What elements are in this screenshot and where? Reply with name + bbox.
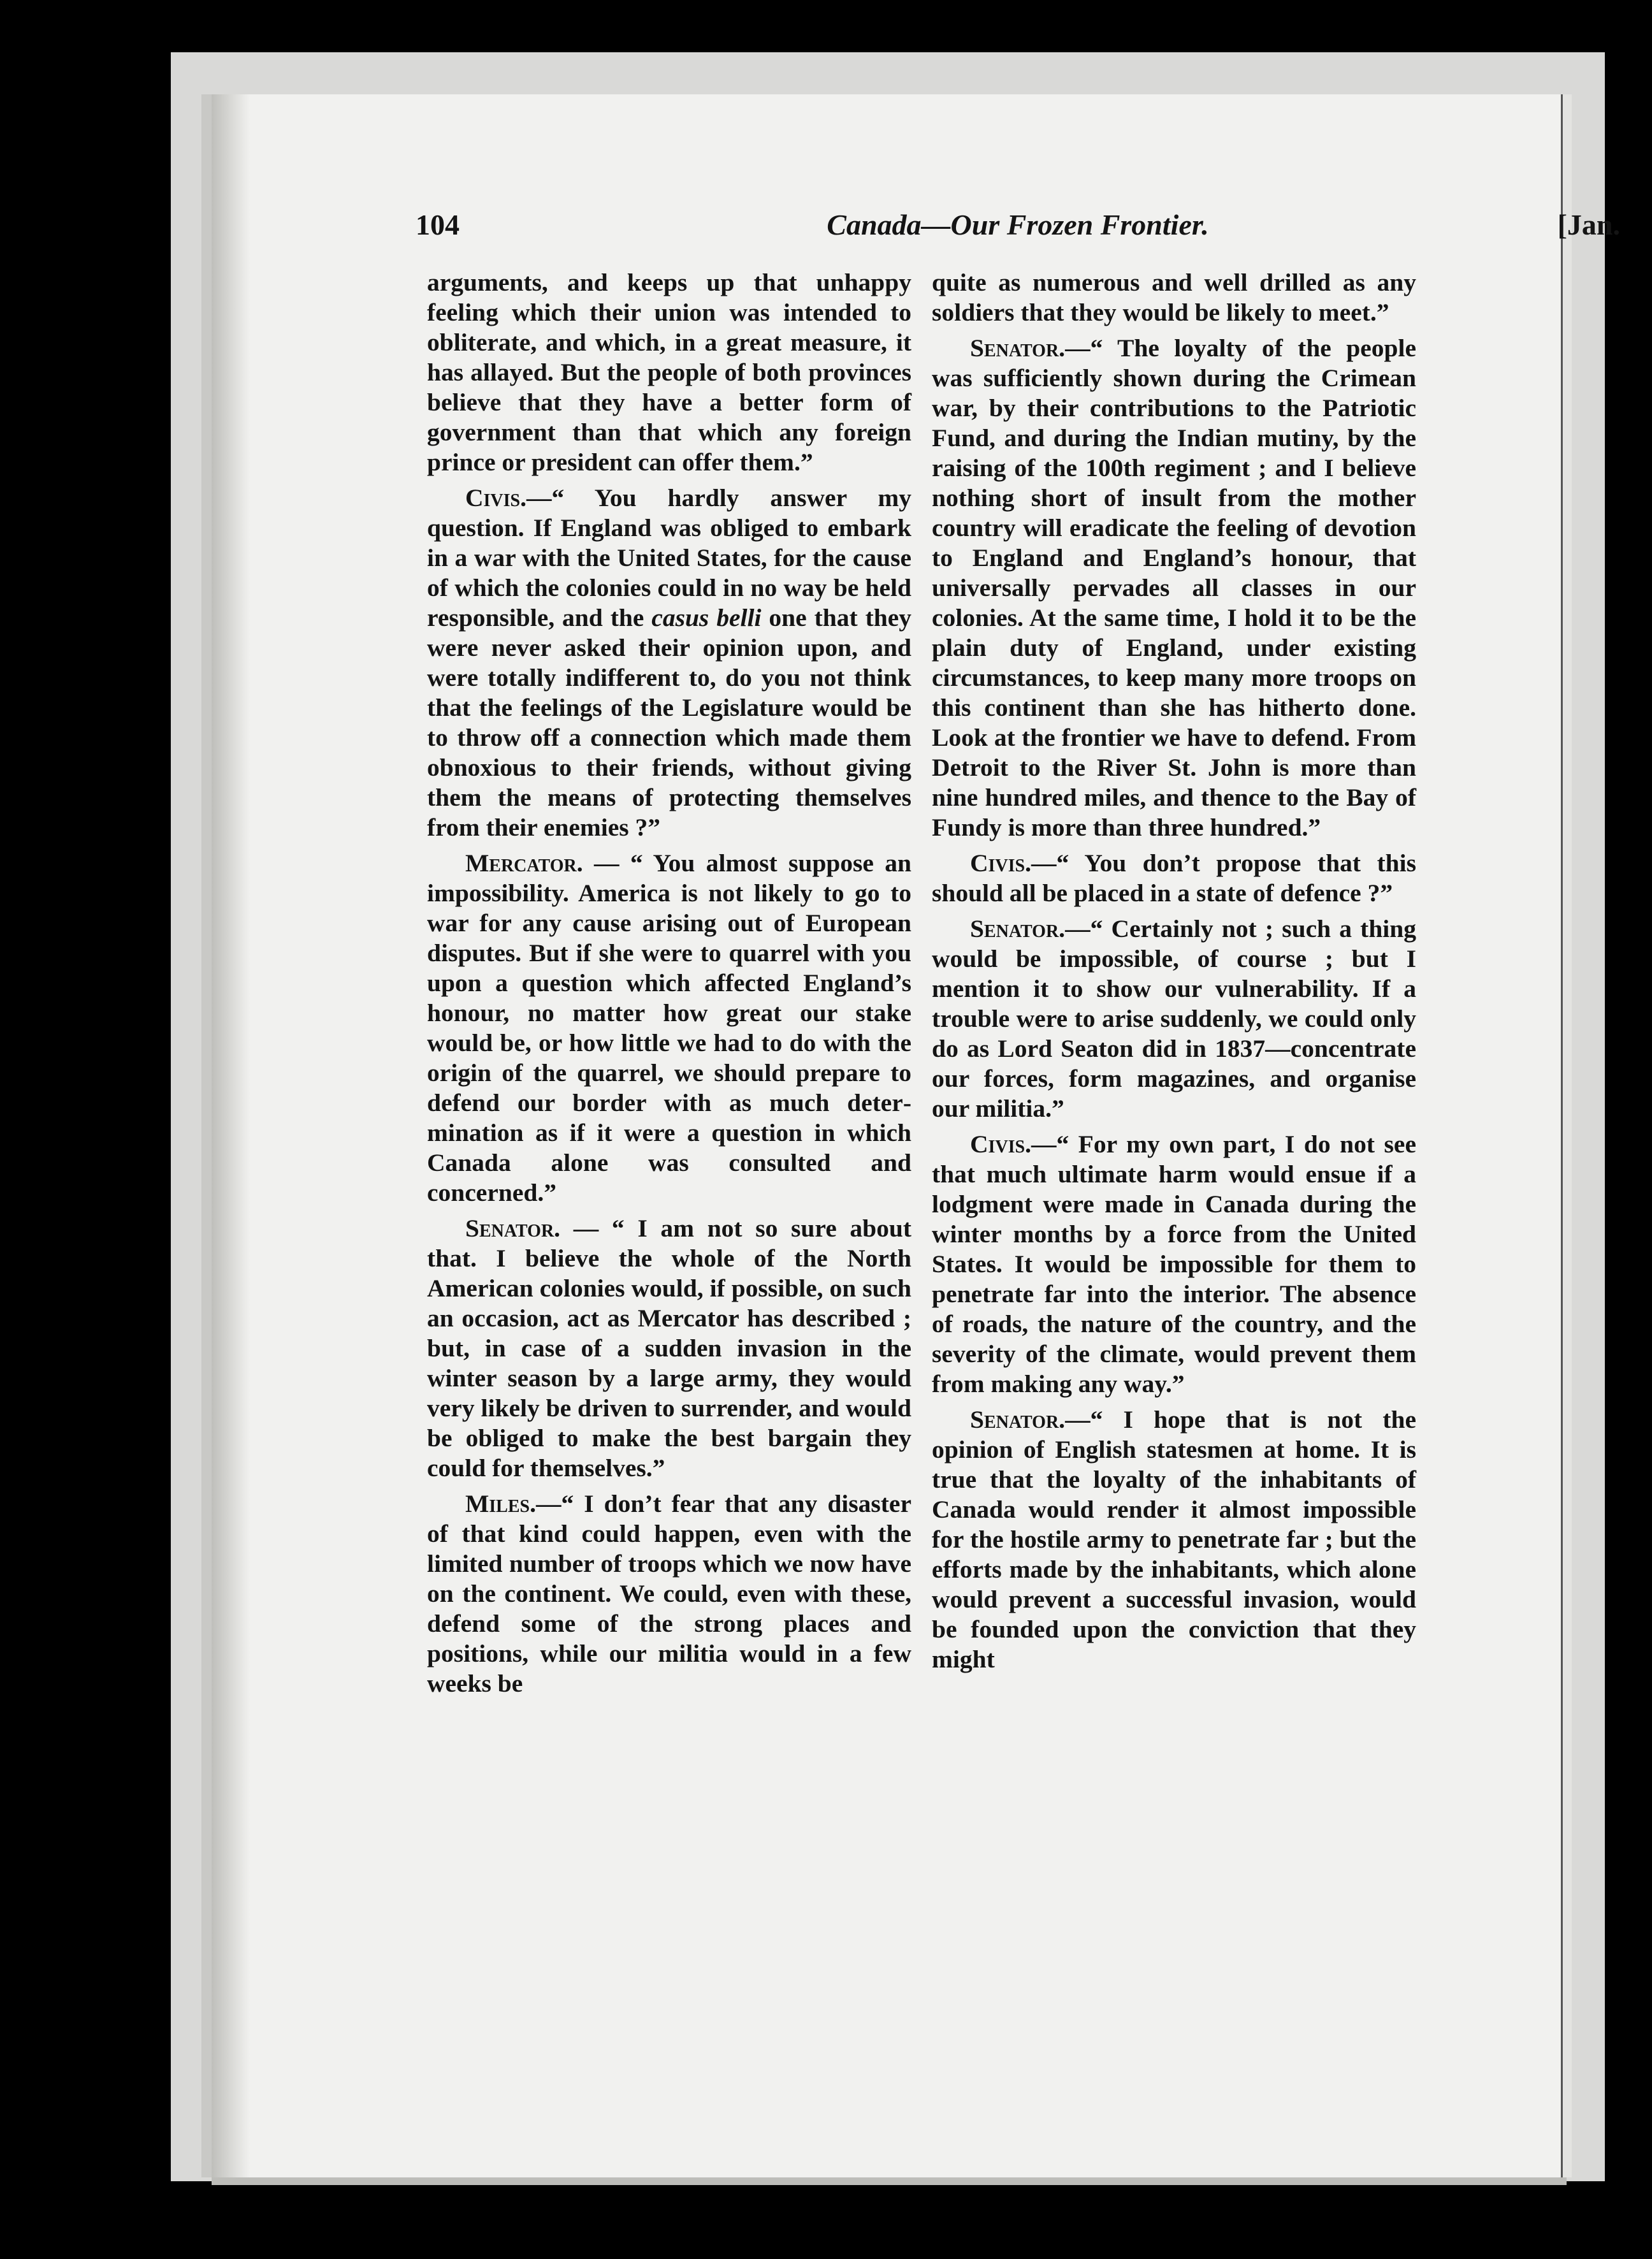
italic-phrase: casus belli <box>651 604 762 632</box>
paragraph: Senator.—“ Certainly not ; such a thing would be impossible, of course ; but I mention it to show our vulnerability. If a trouble were to arise suddenly, we could only do as Lord Seaton did in 1837—concentrate our forces, form magazines, and organise our militia.” <box>932 915 1416 1122</box>
paragraph: Senator.—“ I hope that is not the opinion of English statesmen at home. It is true that the loyalty of the inhabitants of Canada would render it almost impossible for the hostile army to penetrate far ; but the efforts made by the inhabitants, which alone would prevent a successful invasion, would be founded upon the conviction that they might <box>932 1406 1416 1673</box>
speaker-name: Senator. <box>970 334 1066 362</box>
page-number: 104 <box>416 208 460 241</box>
speaker-name: Mercator. <box>465 849 583 877</box>
paragraph: Miles.—“ I don’t fear that any disaster of that kind could happen, even with the limited number of troops which we now have on the continent. We could, even with these, defend some of the strong places and positions, while our militia would in a few weeks be <box>427 1490 911 1697</box>
page-edge <box>1561 94 1572 2177</box>
left-column <box>427 268 911 1704</box>
running-date: [Jan. <box>1557 208 1620 241</box>
paragraph: Mercator. — “ You almost suppose an impossibility. America is not likely to go to war for any cause arising out of European disputes. But if she were to quarrel with you upon a question which affected England’s honour, no matter how great our stake would be, or how little we had to do with the origin of the quarrel, we should prepare to defend our border with as much determination as if it were a question in which Canada alone was consulted and concerned.” <box>427 849 911 1207</box>
speaker-name: Civis. <box>970 849 1031 877</box>
speaker-name: Civis. <box>465 484 526 512</box>
paragraph: quite as numerous and well drilled as any soldiers that they would be likely to meet.” <box>932 268 1416 326</box>
running-head <box>416 208 1620 246</box>
speaker-name: Miles. <box>465 1490 536 1518</box>
paragraph: Senator. — “ I am not so sure about that. I believe the whole of the North American colonies would, if possible, on such an occasion, act as Mercator has described ; but, in case of a sudden invasion in the winter season by a large army, they would very likely be driven to surrender, and would be obliged to make the best bargain they could for themselves.” <box>427 1214 911 1482</box>
speaker-name: Senator. <box>465 1214 561 1242</box>
paragraph: Civis.—“ For my own part, I do not see that much ultimate harm would ensue if a lodgment were made in Canada during the winter months by a force from the United States. It would be impossible for them to penetrate far into the interior. The absence of roads, the nature of the country, and the severity of the climate, would prevent them from making any way.” <box>932 1130 1416 1398</box>
book-page <box>212 94 1620 2177</box>
right-column <box>932 268 1416 1680</box>
running-title: Canada—Our Frozen Frontier. <box>827 208 1209 241</box>
paragraph: Civis.—“ You don’t propose that this should all be placed in a state of defence ?” <box>932 849 1416 907</box>
speaker-name: Senator. <box>970 915 1066 943</box>
paragraph: Civis.—“ You hardly answer my question. If England was obliged to embark in a war with the United States, for the cause of which the colonies could in no way be held responsible, and the casus belli one that they were never asked their opinion upon, and were totally indifferent to, do you not think that the feelings of the Legislature would be to throw off a connection which made them obnoxious to their friends, without giving them the means of protecting themselves from their enemies ?” <box>427 484 911 841</box>
speaker-name: Civis. <box>970 1130 1031 1158</box>
speaker-name: Senator. <box>970 1406 1066 1434</box>
paragraph: Senator.—“ The loyalty of the people was sufficiently shown during the Crimean war, by their contributions to the Patriotic Fund, and during the Indian mutiny, by the raising of the 100th regiment ; and I believe nothing short of insult from the mother country will eradicate the feeling of devotion to England and England’s honour, that universally pervades all classes in our colonies. At the same time, I hold it to be the plain duty of England, under existing circumstances, to keep many more troops on this continent than she has hitherto done. Look at the frontier we have to defend. From Detroit to the River St. John is more than nine hundred miles, and thence to the Bay of Fundy is more than three hundred.” <box>932 334 1416 841</box>
paragraph: arguments, and keeps up that unhappy feeling which their union was intended to obliterate, and which, in a great measure, it has allayed. But the people of both provinces believe that they have a better form of government than that which any foreign prince or president can offer them.” <box>427 268 911 476</box>
gutter-shadow <box>212 94 250 2177</box>
